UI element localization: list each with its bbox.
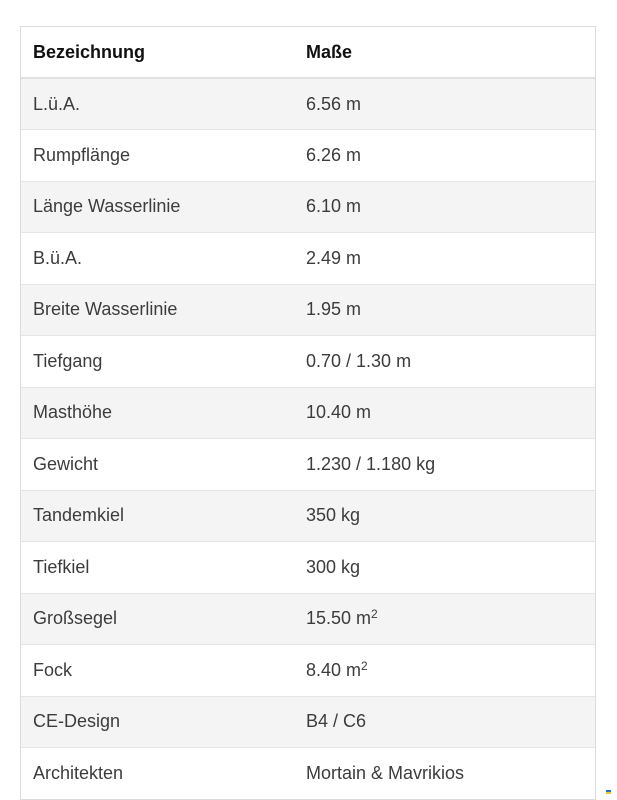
row-label: Länge Wasserlinie xyxy=(21,181,294,233)
table-row xyxy=(21,439,595,491)
table-row xyxy=(21,233,595,285)
header-bezeichnung: Bezeichnung xyxy=(21,27,294,78)
table-header xyxy=(21,27,595,78)
row-value xyxy=(294,439,595,491)
row-value xyxy=(294,593,595,645)
row-value xyxy=(294,130,595,182)
value-text: 6.10 m xyxy=(306,196,362,217)
row-value xyxy=(294,78,595,130)
value-text: 300 kg xyxy=(306,556,361,577)
row-label: Gewicht xyxy=(21,439,294,491)
row-label: Tiefkiel xyxy=(21,542,294,594)
row-value xyxy=(294,542,595,594)
row-label: Masthöhe xyxy=(21,387,294,439)
table-row xyxy=(21,130,595,182)
row-label: CE-Design xyxy=(21,696,294,748)
row-value xyxy=(294,748,595,800)
corner-marker-yellow xyxy=(606,792,611,794)
row-label: Fock xyxy=(21,645,294,697)
value-text: B4 / C6 xyxy=(306,711,367,732)
header-row xyxy=(21,27,595,78)
table-row xyxy=(21,284,595,336)
table-row xyxy=(21,490,595,542)
row-value xyxy=(294,490,595,542)
row-value xyxy=(294,181,595,233)
table-row xyxy=(21,336,595,388)
specs-table-container xyxy=(20,26,596,800)
row-value xyxy=(294,233,595,285)
row-value xyxy=(294,387,595,439)
table-row xyxy=(21,387,595,439)
table-row xyxy=(21,78,595,130)
row-label: Tandemkiel xyxy=(21,490,294,542)
row-value xyxy=(294,336,595,388)
specs-table xyxy=(21,27,595,799)
value-text: Mortain & Mavrikios xyxy=(306,763,465,783)
header-masse: Maße xyxy=(294,27,595,78)
value-text: 10.40 m xyxy=(306,402,372,423)
table-row xyxy=(21,593,595,645)
row-label: B.ü.A. xyxy=(21,233,294,285)
superscript: 2 xyxy=(361,658,368,673)
value-text: 1.230 / 1.180 kg xyxy=(306,453,436,474)
value-text: 0.70 / 1.30 m xyxy=(306,350,412,371)
table-row xyxy=(21,645,595,697)
row-label: Architekten xyxy=(21,748,294,800)
value-text: 15.50 m xyxy=(306,608,372,629)
row-label: Tiefgang xyxy=(21,336,294,388)
table-row xyxy=(21,748,595,800)
row-label: L.ü.A. xyxy=(33,93,81,114)
row-value xyxy=(294,284,595,336)
value-text: 1.95 m xyxy=(306,299,362,320)
row-value xyxy=(294,645,595,697)
row-label: Rumpflänge xyxy=(21,130,294,182)
value-text: 6.56 m xyxy=(306,93,362,114)
row-label: Breite Wasserlinie xyxy=(21,284,294,336)
value-text: 6.26 m xyxy=(306,144,362,165)
row-value xyxy=(294,696,595,748)
table-row xyxy=(21,542,595,594)
value-text: 350 kg xyxy=(306,505,361,526)
row-label: Großsegel xyxy=(21,593,294,645)
corner-marker-icon xyxy=(606,790,611,795)
table-row xyxy=(21,696,595,748)
value-text: 2.49 m xyxy=(306,247,362,268)
superscript: 2 xyxy=(371,607,378,622)
table-row xyxy=(21,181,595,233)
table-body xyxy=(21,78,595,799)
value-text: 8.40 m xyxy=(306,659,362,680)
